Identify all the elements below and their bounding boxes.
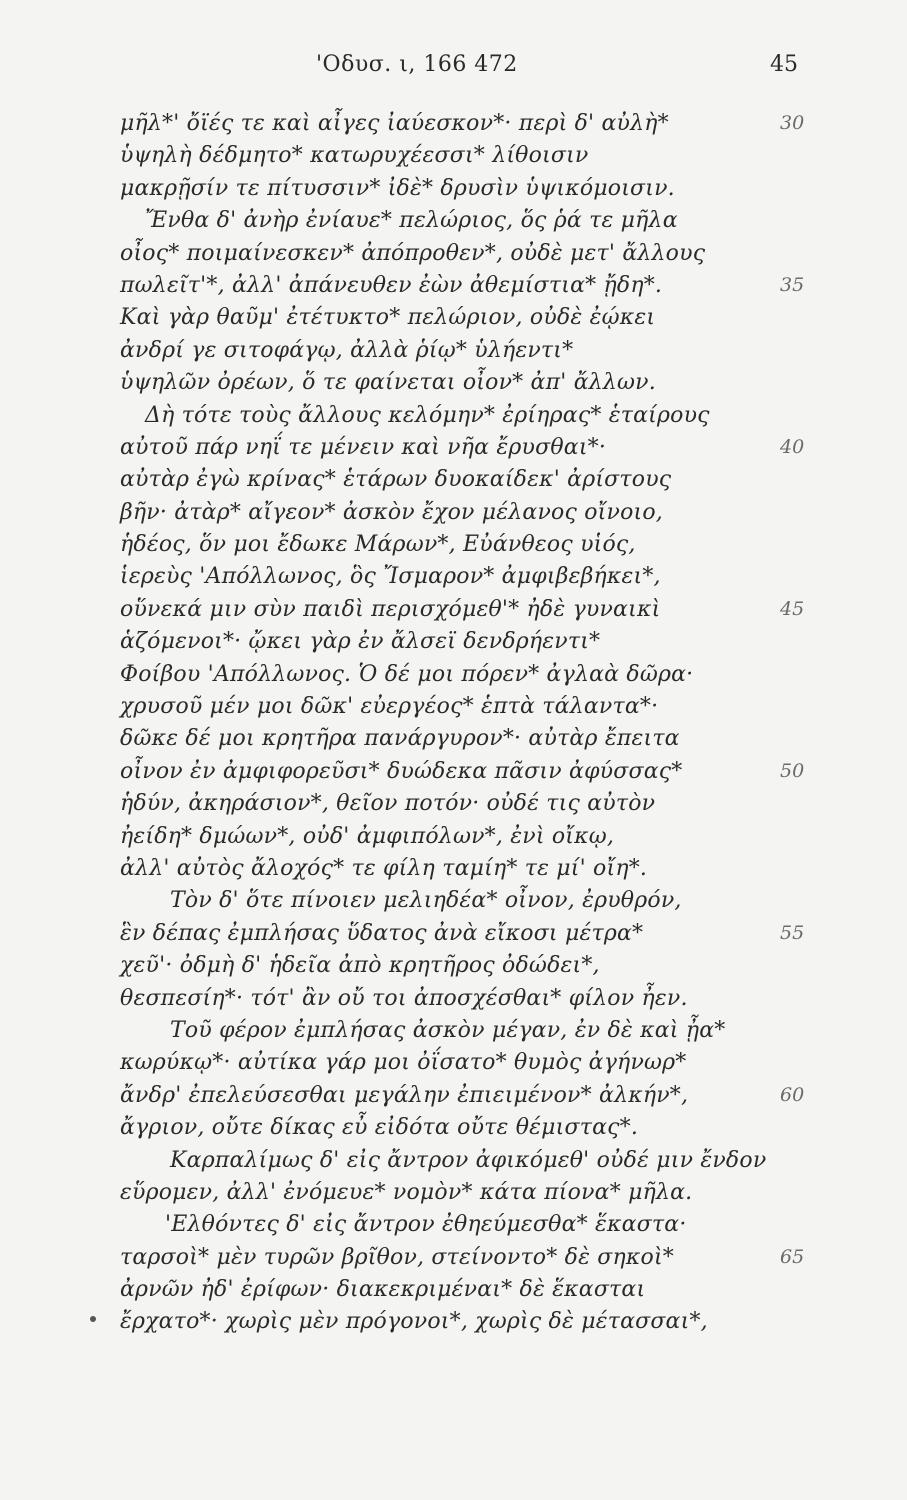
verse-line <box>0 661 907 693</box>
verse-line <box>0 110 907 142</box>
verse-text: αὐτὰρ ἐγὼ κρίνας* ἑτάρων δυοκαίδεκ' ἀρίστους <box>120 467 672 493</box>
verse-line <box>0 563 907 595</box>
verse-line <box>0 1276 907 1308</box>
line-number: 50 <box>780 759 805 782</box>
verse-text: ἠείδη* δμώων*, οὐδ' ἀμφιπόλων*, ἐνὶ οἴκῳ, <box>120 823 615 849</box>
verse-line <box>0 304 907 336</box>
margin-dot <box>90 1316 96 1322</box>
verse-text: ἄγριον, οὔτε δίκας εὖ εἰδότα οὔτε θέμιστας*. <box>120 1115 639 1141</box>
line-number: 65 <box>780 1245 805 1268</box>
line-number: 45 <box>780 597 805 620</box>
verse-line <box>0 920 907 952</box>
verse-text: 'Ελθόντες δ' εἰς ἄντρον ἐθηεύμεσθα* ἕκαστα· <box>165 1212 687 1238</box>
verse-line <box>0 1082 907 1114</box>
verse-line <box>0 142 907 174</box>
verse-line <box>0 1308 907 1340</box>
verse-text: μακρῇσίν τε πίτυσσιν* ἰδὲ* δρυσὶν ὑψικόμοισιν. <box>120 175 675 201</box>
verse-text: χεῦ'· ὀδμὴ δ' ἡδεῖα ἀπὸ κρητῆρος ὀδώδει*, <box>120 953 600 979</box>
verse-text: θεσπεσίη*· τότ' ἂν οὔ τοι ἀποσχέσθαι* φίλον ἦεν. <box>120 985 688 1011</box>
verse-text: ὑψηλὴ δέδμητο* κατωρυχέεσσι* λίθοισιν <box>120 143 589 169</box>
verse-text: αὐτοῦ πάρ νηΐ τε μένειν καὶ νῆα ἔρυσθαι*· <box>120 434 607 460</box>
running-title: 'Οδυσ. ι, 166 472 <box>316 52 518 77</box>
verse-line <box>0 1244 907 1276</box>
verse-text: ἄνδρ' ἐπελεύσεσθαι μεγάλην ἐπιειμένον* ἀλκήν*, <box>120 1082 689 1108</box>
verse-line <box>0 823 907 855</box>
verse-text: εὕρομεν, ἀλλ' ἐνόμευε* νομὸν* κάτα πίονα* μῆλα. <box>120 1179 693 1205</box>
verse-text: ἓν δέπας ἐμπλήσας ὕδατος ἀνὰ εἴκοσι μέτρα* <box>120 920 644 946</box>
verse-line <box>0 240 907 272</box>
verse-text: οἶνον ἐν ἀμφιφορεῦσι* δυώδεκα πᾶσιν ἀφύσσας* <box>120 758 683 784</box>
verse-line <box>0 952 907 984</box>
verse-line <box>0 402 907 434</box>
verse-line <box>0 855 907 887</box>
verse-text: πωλεῖτ'*, ἀλλ' ἀπάνευθεν ἐὼν ἀθεμίστια* ᾔδη*. <box>120 272 663 298</box>
verse-text: οἶος* ποιμαίνεσκεν* ἀπόπροθεν*, οὐδὲ μετ' ἄλλους <box>120 240 706 266</box>
verse-line <box>0 434 907 466</box>
verse-text: ἁζόμενοι*· ᾤκει γὰρ ἐν ἄλσεϊ δενδρήεντι* <box>120 629 601 655</box>
verse-line <box>0 207 907 239</box>
verse-line <box>0 1017 907 1049</box>
verse-line <box>0 1147 907 1179</box>
verse-line <box>0 369 907 401</box>
verse-text: βῆν· ἀτὰρ* αἴγεον* ἀσκὸν ἔχον μέλανος οἴνοιο, <box>120 499 663 525</box>
verse-line <box>0 1211 907 1243</box>
verse-line <box>0 499 907 531</box>
verse-text: ὑψηλῶν ὀρέων, ὅ τε φαίνεται οἶον* ἀπ' ἄλλων. <box>120 370 656 396</box>
verse-text: Καρπαλίμως δ' εἰς ἄντρον ἀφικόμεθ' οὐδέ μιν ἔνδον <box>170 1147 767 1173</box>
verse-line <box>0 758 907 790</box>
verse-text: ἀνδρί γε σιτοφάγῳ, ἀλλὰ ῥίῳ* ὑλήεντι* <box>120 337 574 363</box>
verse-line <box>0 175 907 207</box>
verse-line <box>0 693 907 725</box>
verse-text: κωρύκῳ*· αὐτίκα γάρ μοι ὀΐσατο* θυμὸς ἀγήνωρ* <box>120 1050 687 1076</box>
verse-text: ἡδύν, ἀκηράσιον*, θεῖον ποτόν· οὐδέ τις αὐτὸν <box>120 791 656 817</box>
page-header <box>0 52 907 82</box>
verse-line <box>0 887 907 919</box>
verse-block <box>0 110 907 1341</box>
verse-text: ταρσοὶ* μὲν τυρῶν βρῖθον, στείνοντο* δὲ σηκοὶ* <box>120 1244 674 1270</box>
verse-line <box>0 272 907 304</box>
verse-text: Φοίβου 'Απόλλωνος. Ὁ δέ μοι πόρεν* ἀγλαὰ δῶρα· <box>120 661 694 687</box>
verse-line <box>0 531 907 563</box>
verse-text: ἡδέος, ὅν μοι ἔδωκε Μάρων*, Εὐάνθεος υἱός, <box>120 532 636 558</box>
verse-text: ἀρνῶν ἠδ' ἐρίφων· διακεκριμέναι* δὲ ἕκασται <box>120 1277 646 1303</box>
verse-line <box>0 628 907 660</box>
verse-text: ἔρχατο*· χωρὶς μὲν πρόγονοι*, χωρὶς δὲ μέτασσαι*, <box>120 1309 708 1335</box>
verse-text: μῆλ*' ὄϊές τε καὶ αἶγες ἰαύεσκον*· περὶ δ' αὐλὴ* <box>120 111 669 136</box>
line-number: 60 <box>780 1083 805 1106</box>
verse-text: Τὸν δ' ὅτε πίνοιεν μελιηδέα* οἶνον, ἐρυθρόν, <box>170 888 682 914</box>
line-number: 35 <box>780 273 805 296</box>
verse-text: ἱερεὺς 'Απόλλωνος, ὃς Ἴσμαρον* ἀμφιβεβήκει*, <box>120 564 661 590</box>
verse-text: Καὶ γὰρ θαῦμ' ἐτέτυκτο* πελώριον, οὐδὲ ἐῴκει <box>120 305 656 331</box>
line-number: 40 <box>780 435 805 458</box>
verse-text: Τοῦ φέρον ἐμπλήσας ἀσκὸν μέγαν, ἐν δὲ καὶ ᾖα* <box>170 1017 726 1043</box>
verse-text: δῶκε δέ μοι κρητῆρα πανάργυρον*· αὐτὰρ ἔπειτα <box>120 726 680 752</box>
line-number: 30 <box>780 112 805 134</box>
verse-text: οὕνεκά μιν σὺν παιδὶ περισχόμεθ'* ἠδὲ γυναικὶ <box>120 596 661 622</box>
verse-line <box>0 790 907 822</box>
verse-line <box>0 596 907 628</box>
verse-line <box>0 725 907 757</box>
verse-text: Δὴ τότε τοὺς ἄλλους κελόμην* ἐρίηρας* ἑταίρους <box>145 402 710 428</box>
verse-line <box>0 985 907 1017</box>
verse-line <box>0 337 907 369</box>
page-number: 45 <box>770 52 798 77</box>
verse-line <box>0 1049 907 1081</box>
verse-text: Ἔνθα δ' ἀνὴρ ἐνίαυε* πελώριος, ὅς ῥά τε μῆλα <box>145 208 678 234</box>
verse-line <box>0 466 907 498</box>
verse-line <box>0 1179 907 1211</box>
verse-text: ἀλλ' αὐτὸς ἄλοχός* τε φίλη ταμίη* τε μί' οἴη*. <box>120 855 648 881</box>
verse-line <box>0 1114 907 1146</box>
line-number: 55 <box>780 921 805 944</box>
verse-text: χρυσοῦ μέν μοι δῶκ' εὐεργέος* ἑπτὰ τάλαντα*· <box>120 694 659 720</box>
